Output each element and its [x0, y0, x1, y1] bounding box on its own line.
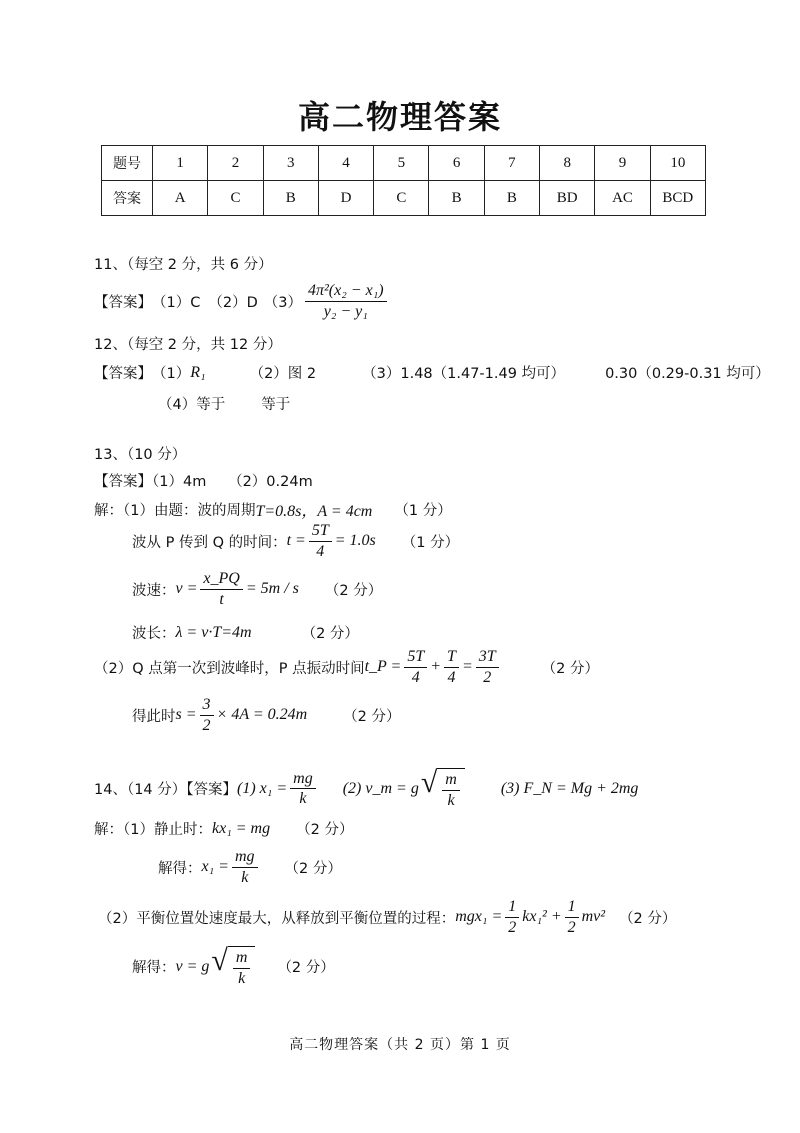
- step-math: kx₁ = mg: [211, 819, 271, 837]
- formula-fraction: [200, 570, 242, 608]
- formula-fraction: [305, 282, 387, 320]
- answer-part: （1）C: [152, 294, 201, 311]
- table-cell: C: [374, 181, 429, 216]
- table-cell: B: [484, 181, 539, 216]
- step-math: +: [430, 658, 442, 676]
- formula-fraction: [309, 522, 332, 560]
- answer-math: (2) v_m = g: [342, 779, 419, 797]
- q13-step1: [94, 498, 452, 521]
- page-footer: 高二物理答案（共 2 页）第 1 页: [289, 1037, 511, 1053]
- q13-step4: [132, 622, 359, 643]
- answer-label: 【答案】: [94, 294, 152, 311]
- table-cell: C: [208, 181, 263, 216]
- score: （2 分）: [343, 708, 401, 725]
- answer-part: （1）: [152, 366, 191, 382]
- q11-answer: [94, 282, 390, 320]
- step-math: = 5m / s: [245, 580, 299, 598]
- q11-heading: 11、（每空 2 分，共 6 分）: [94, 257, 273, 273]
- score: （1 分）: [394, 503, 452, 519]
- formula-fraction: [444, 648, 459, 686]
- step-math: λ = v·T=4m: [175, 623, 252, 641]
- denominator: 4: [447, 668, 456, 686]
- table-cell: B: [429, 181, 484, 216]
- q12-answer-cont: [158, 393, 290, 414]
- score: （2 分）: [301, 626, 359, 642]
- denominator: k: [447, 791, 455, 809]
- step-math: s =: [175, 706, 197, 724]
- score: （2 分）: [324, 582, 383, 599]
- step-text: 波长：: [132, 626, 176, 642]
- step-math: t_P =: [364, 658, 402, 676]
- table-cell: BCD: [650, 181, 705, 216]
- q12-heading: 12、（每空 2 分，共 12 分）: [94, 337, 282, 353]
- answer-part: 等于: [261, 397, 291, 413]
- denominator: k: [238, 969, 246, 987]
- score: （2 分）: [296, 822, 354, 838]
- q13-step2: [132, 522, 459, 560]
- answer-math: (3) F_N = Mg + 2mg: [500, 779, 639, 797]
- table-cell: AC: [595, 181, 650, 216]
- numerator: 5T: [404, 648, 427, 668]
- score: （2 分）: [619, 910, 677, 927]
- answer-table: [101, 145, 706, 216]
- table-cell: 6: [429, 146, 484, 181]
- table-cell: A: [153, 181, 208, 216]
- step-math: v =: [175, 580, 198, 598]
- q14-answer: [94, 768, 638, 809]
- step-math: x₁ =: [201, 858, 229, 876]
- numerator: mg: [290, 770, 316, 790]
- denominator: 4: [411, 668, 420, 686]
- answer-part: （2）图 2: [249, 366, 317, 382]
- q14-step2: [158, 848, 342, 886]
- numerator: m: [442, 771, 460, 791]
- step-math: mgx₁ =: [455, 908, 503, 926]
- q14-step3: [98, 898, 676, 936]
- numerator: 4π²(x₂ − x₁): [305, 282, 387, 302]
- answer-part: （2）D: [208, 294, 258, 311]
- answer-part: （3）: [263, 294, 302, 311]
- numerator: 3: [200, 696, 214, 716]
- denominator: 4: [316, 542, 325, 560]
- numerator: T: [444, 648, 459, 668]
- square-root: √ $\frac{m}{k}$: [211, 946, 255, 987]
- numerator: 1: [505, 898, 519, 918]
- denominator: k: [299, 790, 307, 808]
- denominator: y₂ − y₁: [323, 302, 368, 320]
- formula-fraction: [505, 898, 519, 936]
- answer-math: R₁: [190, 363, 206, 381]
- table-row-answers: [102, 181, 706, 216]
- table-cell: 1: [153, 146, 208, 181]
- step-math: mv²: [581, 908, 606, 926]
- score: （2 分）: [284, 860, 342, 877]
- step-math: t =: [286, 532, 306, 550]
- q12-answer: [94, 362, 770, 383]
- table-header: 题号: [102, 146, 153, 181]
- denominator: k: [241, 868, 249, 886]
- formula-fraction: [442, 771, 460, 809]
- numerator: x_PQ: [200, 570, 242, 590]
- formula-fraction: [476, 648, 499, 686]
- q13-step5: [94, 648, 599, 686]
- step-text: 解：（1）静止时：: [94, 822, 212, 838]
- answer-label: 【答案】: [94, 366, 152, 382]
- denominator: 2: [483, 668, 492, 686]
- step-math: =: [461, 658, 473, 676]
- formula-fraction: [232, 848, 258, 886]
- table-cell: 3: [263, 146, 318, 181]
- q14-heading: 14、（14 分）【答案】: [94, 782, 238, 799]
- answer-part: （3）1.48（1.47-1.49 均可）: [362, 366, 566, 382]
- denominator: 2: [202, 716, 211, 734]
- step-text: 解得：: [158, 860, 202, 877]
- table-cell: 8: [540, 146, 595, 181]
- table-cell: B: [263, 181, 318, 216]
- score: （1 分）: [401, 534, 460, 551]
- step-math: T=0.8s，A = 4cm: [255, 503, 373, 520]
- formula-fraction: [290, 770, 316, 808]
- table-cell: D: [318, 181, 373, 216]
- table-cell: 2: [208, 146, 263, 181]
- answer-part: 0.30（0.29-0.31 均可）: [605, 366, 770, 382]
- table-cell: BD: [540, 181, 595, 216]
- table-cell: 4: [318, 146, 373, 181]
- step-math: v = g: [175, 957, 210, 975]
- q13-heading: 13、（10 分）: [94, 447, 187, 463]
- step-text: 得此时: [132, 708, 176, 725]
- step-text: 解：（1）由题：波的周期: [94, 503, 256, 519]
- numerator: 5T: [309, 522, 332, 542]
- formula-fraction: [200, 696, 214, 734]
- square-root: √ $\frac{m}{k}$: [421, 768, 465, 809]
- numerator: 1: [565, 898, 579, 918]
- denominator: 2: [508, 918, 517, 936]
- page-title: 高二物理答案: [297, 98, 502, 136]
- formula-fraction: [404, 648, 427, 686]
- step-text: （2）平衡位置处速度最大，从释放到平衡位置的过程：: [98, 910, 456, 927]
- formula-fraction: [565, 898, 579, 936]
- formula-fraction: [233, 949, 251, 987]
- step-text: （2）Q 点第一次到波峰时，P 点振动时间: [94, 660, 365, 677]
- q13-step6: [132, 696, 401, 734]
- step-math: × 4A = 0.24m: [216, 706, 308, 724]
- table-header: 答案: [102, 181, 153, 216]
- denominator: t: [219, 590, 224, 608]
- table-row-numbers: [102, 146, 706, 181]
- numerator: mg: [232, 848, 258, 868]
- table-cell: 10: [650, 146, 705, 181]
- q14-step4: [132, 946, 335, 987]
- q14-step1: [94, 818, 353, 839]
- step-text: 波从 P 传到 Q 的时间：: [132, 534, 287, 551]
- q13-answer: 【答案】（1）4m （2）0.24m: [94, 474, 313, 490]
- table-cell: 7: [484, 146, 539, 181]
- step-text: 解得：: [132, 960, 176, 977]
- numerator: 3T: [476, 648, 499, 668]
- table-cell: 5: [374, 146, 429, 181]
- q13-step3: [132, 570, 382, 608]
- score: （2 分）: [541, 660, 599, 677]
- step-text: 波速：: [132, 582, 176, 599]
- answer-part: （4）等于: [158, 397, 226, 413]
- step-math: kx₁² +: [522, 908, 562, 926]
- numerator: m: [233, 949, 251, 969]
- score: （2 分）: [277, 960, 335, 977]
- step-math: = 1.0s: [334, 532, 376, 550]
- table-cell: 9: [595, 146, 650, 181]
- denominator: 2: [567, 918, 576, 936]
- answer-math: (1) x₁ =: [237, 779, 288, 797]
